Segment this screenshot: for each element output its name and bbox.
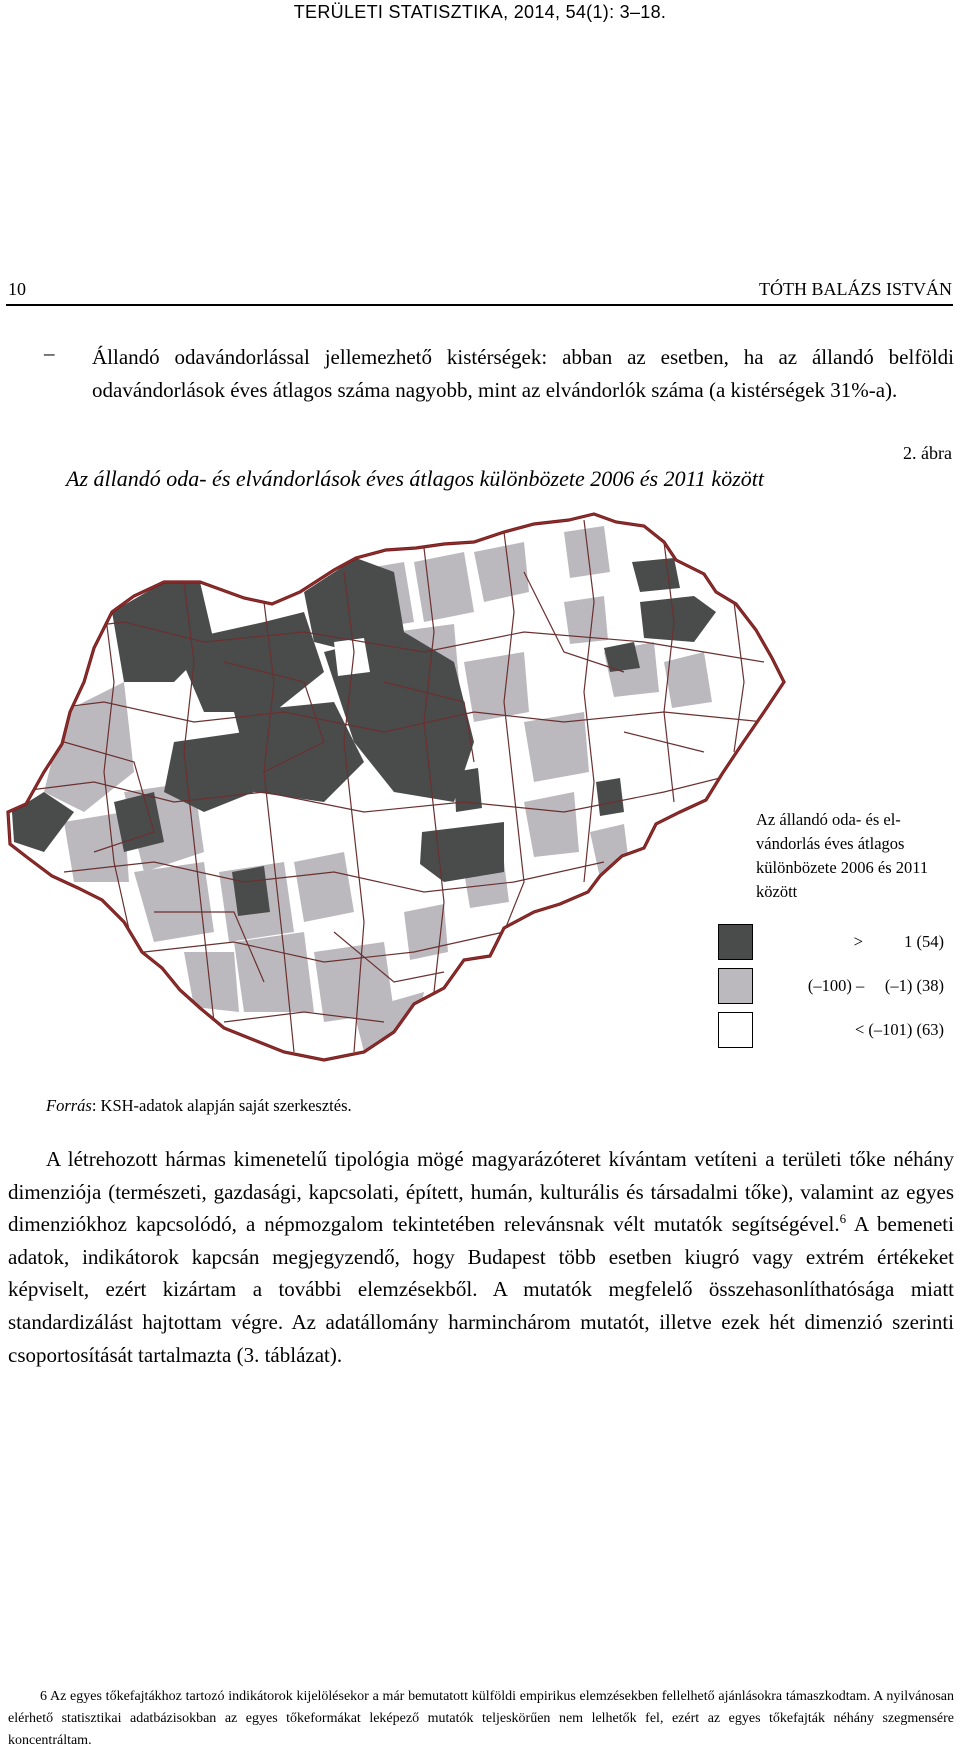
hungary-map <box>4 512 804 1082</box>
bullet-dash: – <box>44 341 55 365</box>
header-rule <box>6 304 953 306</box>
legend-swatch-grey <box>718 968 753 1004</box>
legend-label-grey: (–100) – (–1) (38) <box>807 976 944 995</box>
footnote <box>8 1686 954 1752</box>
source-text: : KSH-adatok alapján saját szerkesztés. <box>91 1096 352 1115</box>
source-label: Forrás <box>46 1096 92 1115</box>
body-paragraph <box>8 1143 954 1371</box>
paragraph-part2: A bemeneti adatok, indikátorok kapcsán megjegyzendő, hogy Budapest több esetben kiugró vagy extrém értékeket képviselt, ezért kizártam a további elemzésekből. A mutatók megfelelő összehasonlíthatósága miatt standardizálást hajtottam végre. Az adatállomány harminchárom mutatót, illetve ezek hét dimenzió szerinti csoportosítását tartalmazta (3. táblázat). <box>8 1212 954 1367</box>
legend-title: Az állandó oda- és el-vándorlás éves átlagos különbözete 2006 és 2011 között <box>756 810 929 901</box>
running-author: TÓTH BALÁZS ISTVÁN <box>759 279 952 299</box>
figure-label: 2. ábra <box>903 443 952 463</box>
legend-swatch-dark <box>718 924 753 960</box>
legend-label-dark: > 1 (54) <box>853 932 944 951</box>
figure-title: Az állandó oda- és elvándorlások éves átlagos különbözete 2006 és 2011 között <box>66 466 764 491</box>
paragraph-part1: A létrehozott hármas kimenetelű tipológia mögé magyarázóteret kívántam vetíteni a területi tőke néhány dimenziója (természeti, gazdasági, kapcsolati, épített, humán, kulturális és társadalmi tőke), valamint az egyes dimenziókhoz kapcsolódó, a népmozgalom tekintetében relevánsnak vélt mutatók segítségével. <box>8 1147 954 1237</box>
legend-label-white: < (–101) (63) <box>854 1020 944 1039</box>
footnote-reference: 6 <box>839 1211 847 1227</box>
figure-source <box>46 1096 352 1116</box>
bullet-text: Állandó odavándorlással jellemezhető kistérségek: abban az esetben, ha az állandó belföldi odavándorlások éves átlagos száma nagyobb, mint az elvándorlók száma (a kistérségek 31%-a). <box>92 345 954 402</box>
page-number: 10 <box>8 279 26 299</box>
legend-swatch-white <box>718 1012 753 1048</box>
footnote-text: 6 Az egyes tőkefajtákhoz tartozó indikátorok kijelölésekor a már bemutatott külföldi empirikus elemzésekben fellelhető ajánlásokra támaszkodtam. A nyilvánosan elérhető statisztikai adatbázisokban az egyes tőkeformákat leképező mutatók teljeskörűen nem lelhetők fel, ezért az egyes tőkefajták néhány szegmensére koncentráltam. <box>8 1689 954 1748</box>
journal-header: TERÜLETI STATISZTIKA, 2014, 54(1): 3–18. <box>293 2 667 22</box>
